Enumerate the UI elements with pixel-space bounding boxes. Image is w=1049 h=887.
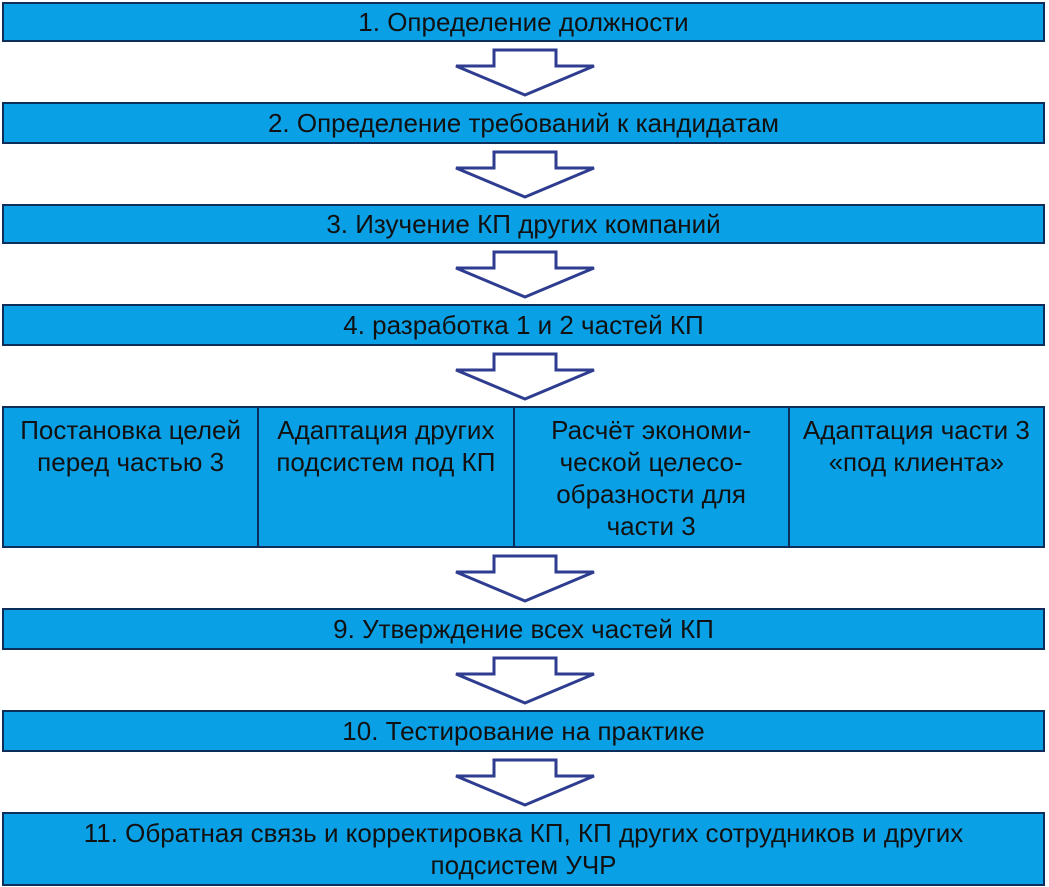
step-4-label: 4. разработка 1 и 2 частей КП bbox=[343, 310, 704, 340]
down-arrow-icon bbox=[452, 150, 598, 200]
step-1-box bbox=[2, 2, 1045, 42]
step-9-label: 9. Утверждение всех частей КП bbox=[333, 614, 714, 644]
parallel-task-economic-calc bbox=[515, 408, 790, 546]
step-3-box bbox=[2, 204, 1045, 244]
parallel-tasks-row bbox=[2, 406, 1045, 548]
down-arrow-icon bbox=[452, 554, 598, 604]
step-1-label: 1. Определение должности bbox=[358, 7, 689, 37]
down-arrow-icon bbox=[452, 250, 598, 300]
step-9-box bbox=[2, 608, 1045, 650]
parallel-task-adaptation-client-label: Адаптация части 3 «под клиента» bbox=[802, 415, 1030, 477]
parallel-task-adaptation-subsystems bbox=[259, 408, 514, 546]
step-11-box bbox=[2, 812, 1045, 886]
step-10-box bbox=[2, 710, 1045, 752]
step-3-label: 3. Изучение КП других компаний bbox=[326, 209, 721, 239]
step-2-label: 2. Определение требований к кандидатам bbox=[267, 108, 780, 138]
step-10-label: 10. Тестирование на практике bbox=[342, 716, 705, 746]
down-arrow-icon bbox=[452, 758, 598, 808]
step-11-label: 11. Обратная связь и корректировка КП, КП других сотрудников и других подсистем УЧР bbox=[83, 818, 964, 880]
parallel-task-adaptation-client bbox=[790, 408, 1043, 546]
step-2-box bbox=[2, 102, 1045, 144]
parallel-task-goals-label: Постановка целей перед частью 3 bbox=[20, 415, 242, 477]
parallel-task-adaptation-subsystems-label: Адаптация других подсистем под КП bbox=[276, 415, 496, 477]
parallel-task-economic-calc-label: Расчёт экономи-ческой целесо-образности для части 3 bbox=[551, 415, 752, 541]
down-arrow-icon bbox=[452, 656, 598, 706]
down-arrow-icon bbox=[452, 352, 598, 402]
step-4-box bbox=[2, 304, 1045, 346]
parallel-task-goals bbox=[4, 408, 259, 546]
down-arrow-icon bbox=[452, 48, 598, 98]
